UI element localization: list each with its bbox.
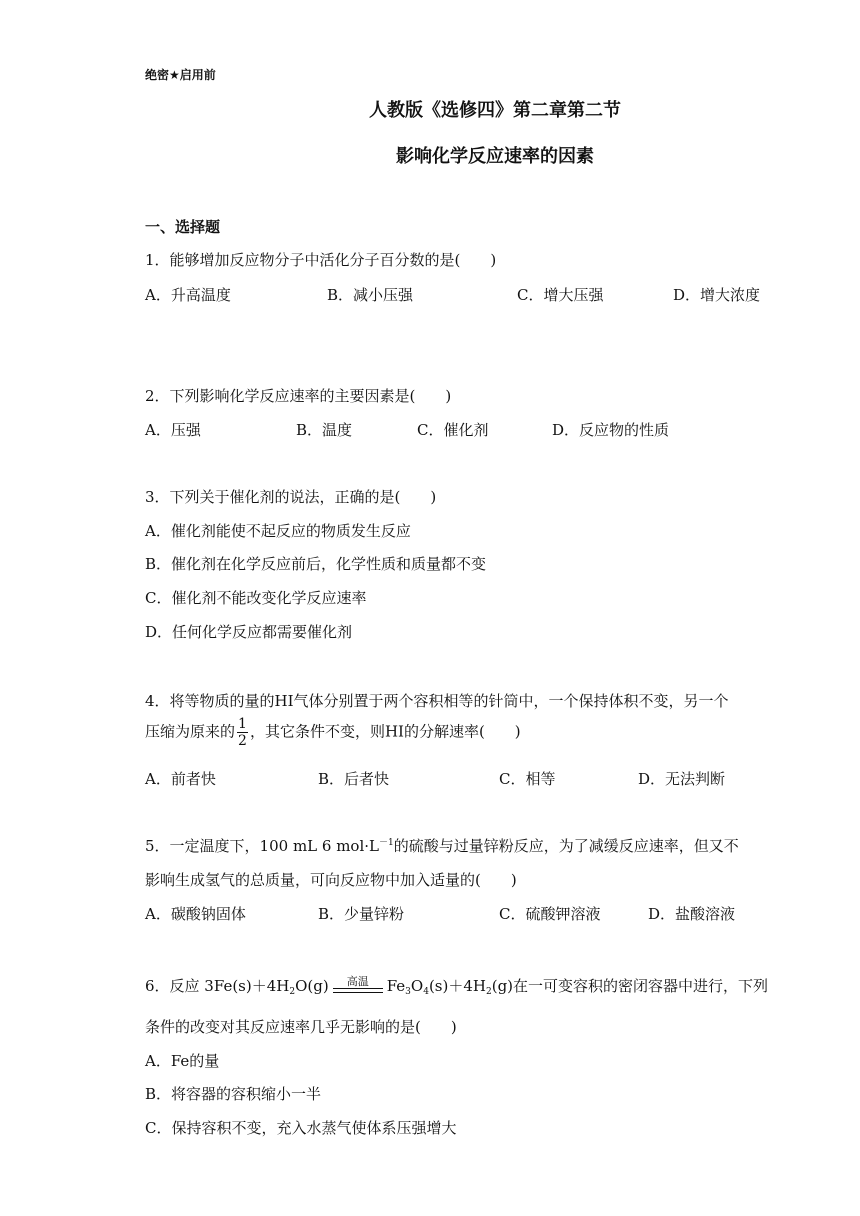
option-a: A．前者快 [145,770,216,788]
option-b: B．温度 [296,421,353,439]
option-d: D．反应物的性质 [552,421,670,439]
question-stem: 2．下列影响化学反应速率的主要因素是( ) [145,387,452,405]
fraction-denominator: 2 [238,733,247,749]
confidential-label: 绝密★启用前 [145,68,216,82]
option-a: A．升高温度 [145,286,231,304]
section-heading: 一、选择题 [145,218,221,236]
option-a: A．催化剂能使不起反应的物质发生反应 [145,522,411,540]
condition-label: 高温 [346,975,369,988]
question-stem: 3．下列关于催化剂的说法，正确的是( ) [145,488,437,506]
option-b: B．催化剂在化学反应前后，化学性质和质量都不变 [145,555,487,573]
fraction-numerator: 1 [238,716,247,732]
stem-text: 5．一定温度下，100 mL 6 mol·L [145,837,379,855]
question-stem-line1 [145,975,768,999]
option-a: A．Fe的量 [145,1052,220,1070]
option-d: D．增大浓度 [673,286,761,304]
stem-text: Fe [386,977,406,995]
superscript: －1 [379,838,394,848]
stem-text: (s)＋4H [428,977,486,995]
question-stem-line2: 条件的改变对其反应速率几乎无影响的是( ) [145,1018,457,1036]
page-title: 人教版《选修四》第二章第二节 [369,100,621,121]
option-b: B．后者快 [318,770,390,788]
option-b: B．减小压强 [327,286,414,304]
stem-text: (g)在一可变容积的密闭容器中进行，下列 [491,977,769,995]
question-stem-line1 [145,835,739,856]
option-d: D．无法判断 [638,770,726,788]
option-a: A．压强 [145,421,201,439]
option-d: D．盐酸溶液 [648,905,736,923]
page-subtitle: 影响化学反应速率的因素 [396,146,594,167]
subscript: 2 [289,987,296,997]
equals-sign [333,988,383,993]
option-c: C．催化剂不能改变化学反应速率 [145,589,367,607]
option-d: D．任何化学反应都需要催化剂 [145,623,353,641]
stem-text: 6．反应 3Fe(s)＋4H [145,977,290,995]
stem-text: ，其它条件不变，则HI的分解速率( ) [249,722,521,741]
option-b: B．将容器的容积缩小一半 [145,1085,322,1103]
stem-text: 压缩为原来的 [145,722,236,741]
option-c: C．硫酸钾溶液 [499,905,601,923]
option-c: C．保持容积不变，充入水蒸气使体系压强增大 [145,1119,457,1137]
question-stem-line1: 4．将等物质的量的HI气体分别置于两个容积相等的针筒中，一个保持体积不变，另一个 [145,692,729,710]
fraction [237,716,248,749]
subscript: 2 [485,987,492,997]
option-a: A．碳酸钠固体 [145,905,246,923]
option-b: B．少量锌粉 [318,905,405,923]
stem-text: 的硫酸与过量锌粉反应，为了减缓反应速率，但又不 [393,837,739,855]
option-c: C．相等 [499,770,556,788]
option-c: C．增大压强 [517,286,604,304]
stem-text: O [410,977,424,995]
stem-text: O(g) [295,977,329,995]
subscript: 4 [423,987,429,997]
question-stem: 1．能够增加反应物分子中活化分子百分数的是( ) [145,251,497,269]
subscript: 3 [405,987,411,997]
option-c: C．催化剂 [417,421,489,439]
reaction-condition [333,975,383,999]
question-stem-line2 [145,716,521,749]
question-stem-line2: 影响生成氢气的总质量，可向反应物中加入适量的( ) [145,871,517,889]
